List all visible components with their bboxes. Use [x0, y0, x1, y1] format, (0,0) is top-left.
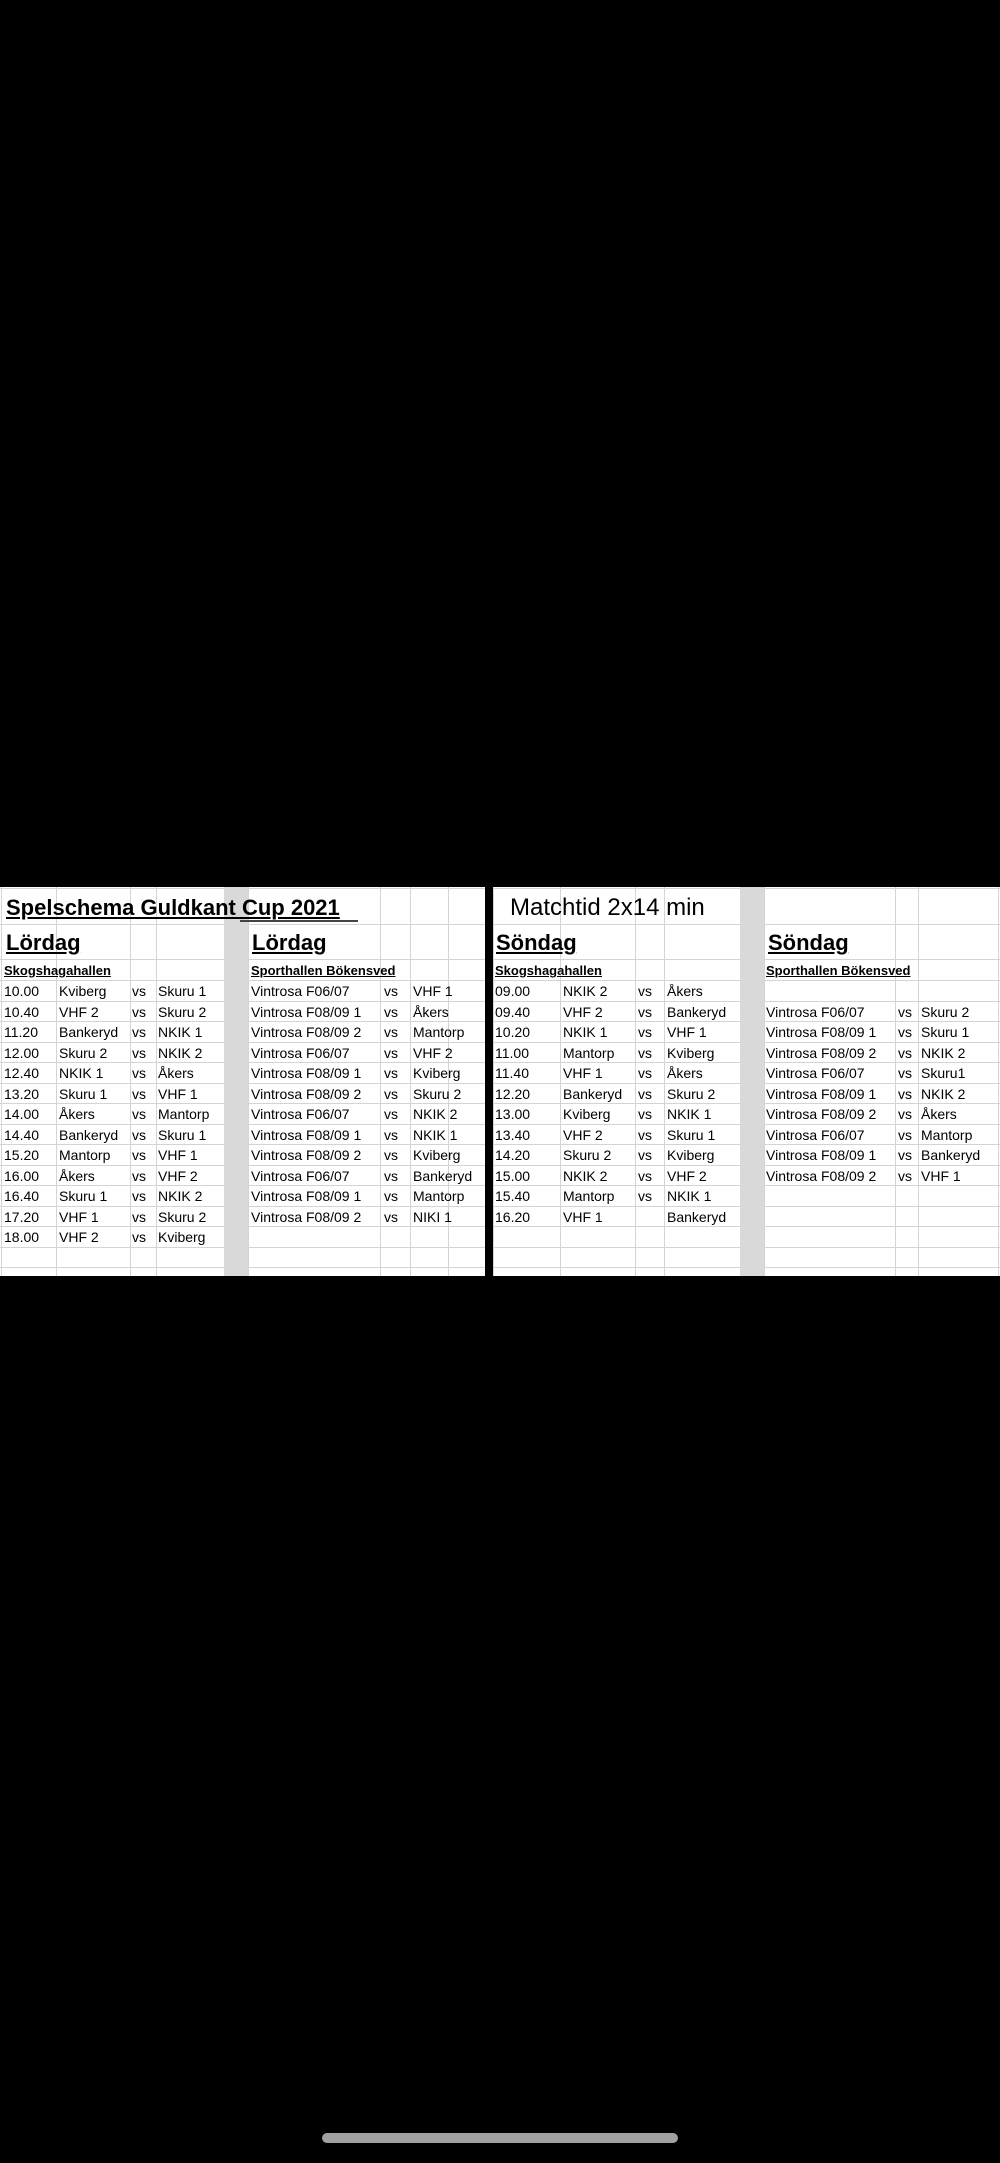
match-cell: 09.00 — [495, 983, 531, 999]
match-cell: vs — [384, 1044, 398, 1061]
match-cell: Vintrosa F06/07 — [251, 1167, 350, 1184]
match-cell: Vintrosa F08/09 2 — [766, 1106, 877, 1122]
match-cell: Bankeryd — [667, 1003, 727, 1020]
match-cell: VHF 1 — [667, 1024, 707, 1040]
match-cell: NKIK 1 — [59, 1065, 104, 1081]
match-cell: Skuru 2 — [563, 1147, 612, 1163]
gray-spacer-column — [224, 887, 248, 1276]
match-cell: Åkers — [59, 1167, 95, 1184]
match-cell: vs — [638, 1147, 652, 1163]
match-cell: Åkers — [921, 1106, 957, 1122]
match-cell: vs — [898, 1065, 912, 1081]
match-cell: vs — [132, 983, 146, 999]
match-cell: Vintrosa F06/07 — [766, 1126, 865, 1143]
match-cell: Vintrosa F08/09 1 — [766, 1085, 877, 1102]
schedule-title: Spelschema Guldkant Cup 2021 — [6, 895, 340, 920]
match-cell: NKIK 2 — [563, 983, 608, 999]
match-cell: vs — [132, 1024, 146, 1040]
match-cell: 18.00 — [4, 1229, 40, 1245]
match-cell: vs — [132, 1003, 146, 1020]
match-cell: 11.00 — [495, 1044, 529, 1061]
match-cell: Kviberg — [563, 1106, 611, 1122]
match-cell: NKIK 1 — [158, 1024, 203, 1040]
match-cell: Vintrosa F06/07 — [766, 1065, 865, 1081]
match-cell: NKIK 1 — [413, 1126, 458, 1143]
match-cell: NKIK 2 — [158, 1188, 203, 1204]
match-cell: Vintrosa F08/09 1 — [251, 1126, 362, 1143]
match-cell: vs — [898, 1167, 912, 1184]
match-cell: VHF 1 — [413, 983, 453, 999]
match-cell: Vintrosa F08/09 2 — [766, 1044, 877, 1061]
match-cell: vs — [638, 1065, 652, 1081]
match-cell: NKIK 1 — [563, 1024, 608, 1040]
match-cell: NKIK 2 — [921, 1044, 966, 1061]
day-heading: Söndag — [768, 930, 849, 955]
match-cell: Kviberg — [667, 1147, 715, 1163]
match-cell: 10.20 — [495, 1024, 531, 1040]
match-cell: vs — [384, 1126, 398, 1143]
match-cell: Vintrosa F08/09 1 — [251, 1003, 362, 1020]
match-cell: Kviberg — [413, 1065, 461, 1081]
match-cell: vs — [132, 1126, 146, 1143]
match-cell: vs — [132, 1208, 146, 1225]
match-cell: 16.40 — [4, 1188, 40, 1204]
match-cell: 15.40 — [495, 1188, 531, 1204]
match-cell: 13.40 — [495, 1126, 531, 1143]
match-cell: VHF 2 — [59, 1229, 99, 1245]
match-cell: Vintrosa F08/09 2 — [251, 1147, 362, 1163]
match-cell: NKIK 1 — [667, 1106, 712, 1122]
match-cell: VHF 1 — [158, 1147, 198, 1163]
match-cell: 12.00 — [4, 1044, 40, 1061]
match-cell: vs — [898, 1024, 912, 1040]
match-cell: Kviberg — [667, 1044, 715, 1061]
venue-heading: Skogshagahallen — [4, 963, 111, 978]
match-cell: 15.20 — [4, 1147, 40, 1163]
match-cell: VHF 2 — [158, 1167, 198, 1184]
match-cell: vs — [898, 1085, 912, 1102]
match-cell: vs — [384, 1106, 398, 1122]
match-cell: VHF 1 — [563, 1065, 603, 1081]
match-cell: 09.40 — [495, 1003, 531, 1020]
match-cell: Skuru 2 — [158, 1003, 207, 1020]
match-cell: Skuru 1 — [921, 1024, 970, 1040]
match-cell: Mantorp — [563, 1188, 615, 1204]
match-cell: NIKI 1 — [413, 1208, 452, 1225]
match-cell: 16.00 — [4, 1167, 40, 1184]
match-cell: VHF 2 — [413, 1044, 453, 1061]
match-cell: Skuru 1 — [158, 1126, 207, 1143]
match-cell: Bankeryd — [59, 1024, 119, 1040]
match-cell: vs — [384, 1188, 398, 1204]
match-cell: NKIK 2 — [413, 1106, 458, 1122]
match-cell: vs — [638, 1024, 652, 1040]
match-cell: Kviberg — [59, 983, 107, 999]
match-cell: vs — [384, 1167, 398, 1184]
match-cell: NKIK 1 — [667, 1188, 712, 1204]
match-cell: Vintrosa F06/07 — [766, 1003, 865, 1020]
match-cell: Skuru1 — [921, 1065, 966, 1081]
match-cell: vs — [638, 1106, 652, 1122]
match-cell: Bankeryd — [59, 1126, 119, 1143]
match-cell: 14.40 — [4, 1126, 40, 1143]
match-cell: Bankeryd — [921, 1147, 981, 1163]
match-cell: Kviberg — [158, 1229, 206, 1245]
schedule-spreadsheet — [0, 887, 1000, 1276]
match-cell: 12.20 — [495, 1085, 531, 1102]
match-cell: NKIK 2 — [563, 1167, 608, 1184]
match-cell: vs — [132, 1229, 146, 1245]
match-cell: vs — [132, 1044, 146, 1061]
match-cell: Skuru 2 — [921, 1003, 970, 1020]
match-cell: 14.00 — [4, 1106, 40, 1122]
match-cell: Vintrosa F08/09 1 — [251, 1188, 362, 1204]
match-cell: vs — [638, 1044, 652, 1061]
match-cell: NKIK 2 — [921, 1085, 966, 1102]
match-cell: VHF 2 — [59, 1003, 99, 1020]
venue-heading: Sporthallen Bökensved — [251, 963, 396, 978]
match-cell: vs — [638, 983, 652, 999]
match-cell: vs — [638, 1085, 652, 1102]
match-cell: Vintrosa F06/07 — [251, 1044, 350, 1061]
match-cell: vs — [898, 1044, 912, 1061]
match-cell: VHF 1 — [158, 1085, 198, 1102]
match-cell: Mantorp — [158, 1106, 210, 1122]
match-cell: 15.00 — [495, 1167, 531, 1184]
match-cell: Skuru 2 — [59, 1044, 108, 1061]
match-cell: 13.00 — [495, 1106, 531, 1122]
match-cell: VHF 1 — [563, 1208, 603, 1225]
match-cell: vs — [638, 1003, 652, 1020]
venue-heading: Sporthallen Bökensved — [766, 963, 911, 978]
match-cell: Vintrosa F08/09 2 — [766, 1167, 877, 1184]
match-cell: Vintrosa F08/09 2 — [251, 1208, 362, 1225]
match-cell: Mantorp — [59, 1147, 111, 1163]
match-cell: 11.40 — [495, 1065, 529, 1081]
match-cell: Bankeryd — [667, 1208, 727, 1225]
match-cell: VHF 2 — [563, 1003, 603, 1020]
match-cell: Vintrosa F08/09 1 — [766, 1147, 877, 1163]
match-cell: Vintrosa F08/09 1 — [251, 1065, 362, 1081]
match-cell: Vintrosa F06/07 — [251, 983, 350, 999]
match-cell: Skuru 2 — [158, 1208, 207, 1225]
match-cell: Skuru 2 — [413, 1085, 462, 1102]
match-cell: vs — [384, 1085, 398, 1102]
venue-heading: Skogshagahallen — [495, 963, 602, 978]
match-cell: vs — [384, 983, 398, 999]
match-cell: Åkers — [667, 983, 703, 999]
match-cell: vs — [898, 1003, 912, 1020]
day-heading: Lördag — [6, 930, 81, 955]
match-cell: Skuru 1 — [59, 1085, 108, 1102]
match-cell: VHF 2 — [667, 1167, 707, 1184]
title-underline — [240, 920, 358, 922]
match-cell: 10.00 — [4, 983, 40, 999]
match-cell: 16.20 — [495, 1208, 531, 1225]
match-cell: vs — [132, 1167, 146, 1184]
match-cell: VHF 1 — [921, 1167, 961, 1184]
match-cell: VHF 1 — [59, 1208, 99, 1225]
match-duration: Matchtid 2x14 min — [510, 894, 705, 921]
match-cell: 17.20 — [4, 1208, 40, 1225]
match-cell: Bankeryd — [563, 1085, 623, 1102]
gray-spacer-column — [740, 887, 764, 1276]
match-cell: Skuru 1 — [667, 1126, 716, 1143]
match-cell: Kviberg — [413, 1147, 461, 1163]
match-cell: 10.40 — [4, 1003, 40, 1020]
match-cell: vs — [638, 1188, 652, 1204]
match-cell: vs — [384, 1208, 398, 1225]
match-cell: 14.20 — [495, 1147, 531, 1163]
match-cell: vs — [638, 1167, 652, 1184]
match-cell: vs — [132, 1085, 146, 1102]
match-cell: Mantorp — [563, 1044, 615, 1061]
match-cell: vs — [132, 1188, 146, 1204]
match-cell: vs — [898, 1126, 912, 1143]
match-cell: Åkers — [59, 1106, 95, 1122]
day-heading: Lördag — [252, 930, 327, 955]
match-cell: vs — [132, 1065, 146, 1081]
match-cell: Skuru 1 — [158, 983, 207, 999]
day-heading: Söndag — [496, 930, 577, 955]
match-cell: 12.40 — [4, 1065, 40, 1081]
match-cell: Skuru 1 — [59, 1188, 108, 1204]
match-cell: 13.20 — [4, 1085, 40, 1102]
match-cell: Bankeryd — [413, 1167, 473, 1184]
match-cell: Mantorp — [413, 1024, 465, 1040]
match-cell: Vintrosa F08/09 1 — [766, 1024, 877, 1040]
match-cell: vs — [384, 1147, 398, 1163]
match-cell: NKIK 2 — [158, 1044, 203, 1061]
match-cell: Mantorp — [413, 1188, 465, 1204]
match-cell: Mantorp — [921, 1126, 973, 1143]
match-cell: Vintrosa F08/09 2 — [251, 1024, 362, 1040]
match-cell: vs — [132, 1106, 146, 1122]
match-cell: Vintrosa F08/09 2 — [251, 1085, 362, 1102]
match-cell: vs — [384, 1065, 398, 1081]
day-separator — [485, 887, 493, 1276]
match-cell: vs — [898, 1147, 912, 1163]
match-cell: vs — [638, 1126, 652, 1143]
match-cell: vs — [384, 1003, 398, 1020]
match-cell: Åkers — [158, 1065, 194, 1081]
match-cell: 11.20 — [4, 1024, 38, 1040]
match-cell: Åkers — [413, 1003, 449, 1020]
match-cell: Skuru 2 — [667, 1085, 716, 1102]
match-cell: Vintrosa F06/07 — [251, 1106, 350, 1122]
match-cell: vs — [384, 1024, 398, 1040]
match-cell: vs — [898, 1106, 912, 1122]
match-cell: Åkers — [667, 1065, 703, 1081]
home-indicator[interactable] — [322, 2133, 678, 2143]
match-cell: VHF 2 — [563, 1126, 603, 1143]
match-cell: vs — [132, 1147, 146, 1163]
